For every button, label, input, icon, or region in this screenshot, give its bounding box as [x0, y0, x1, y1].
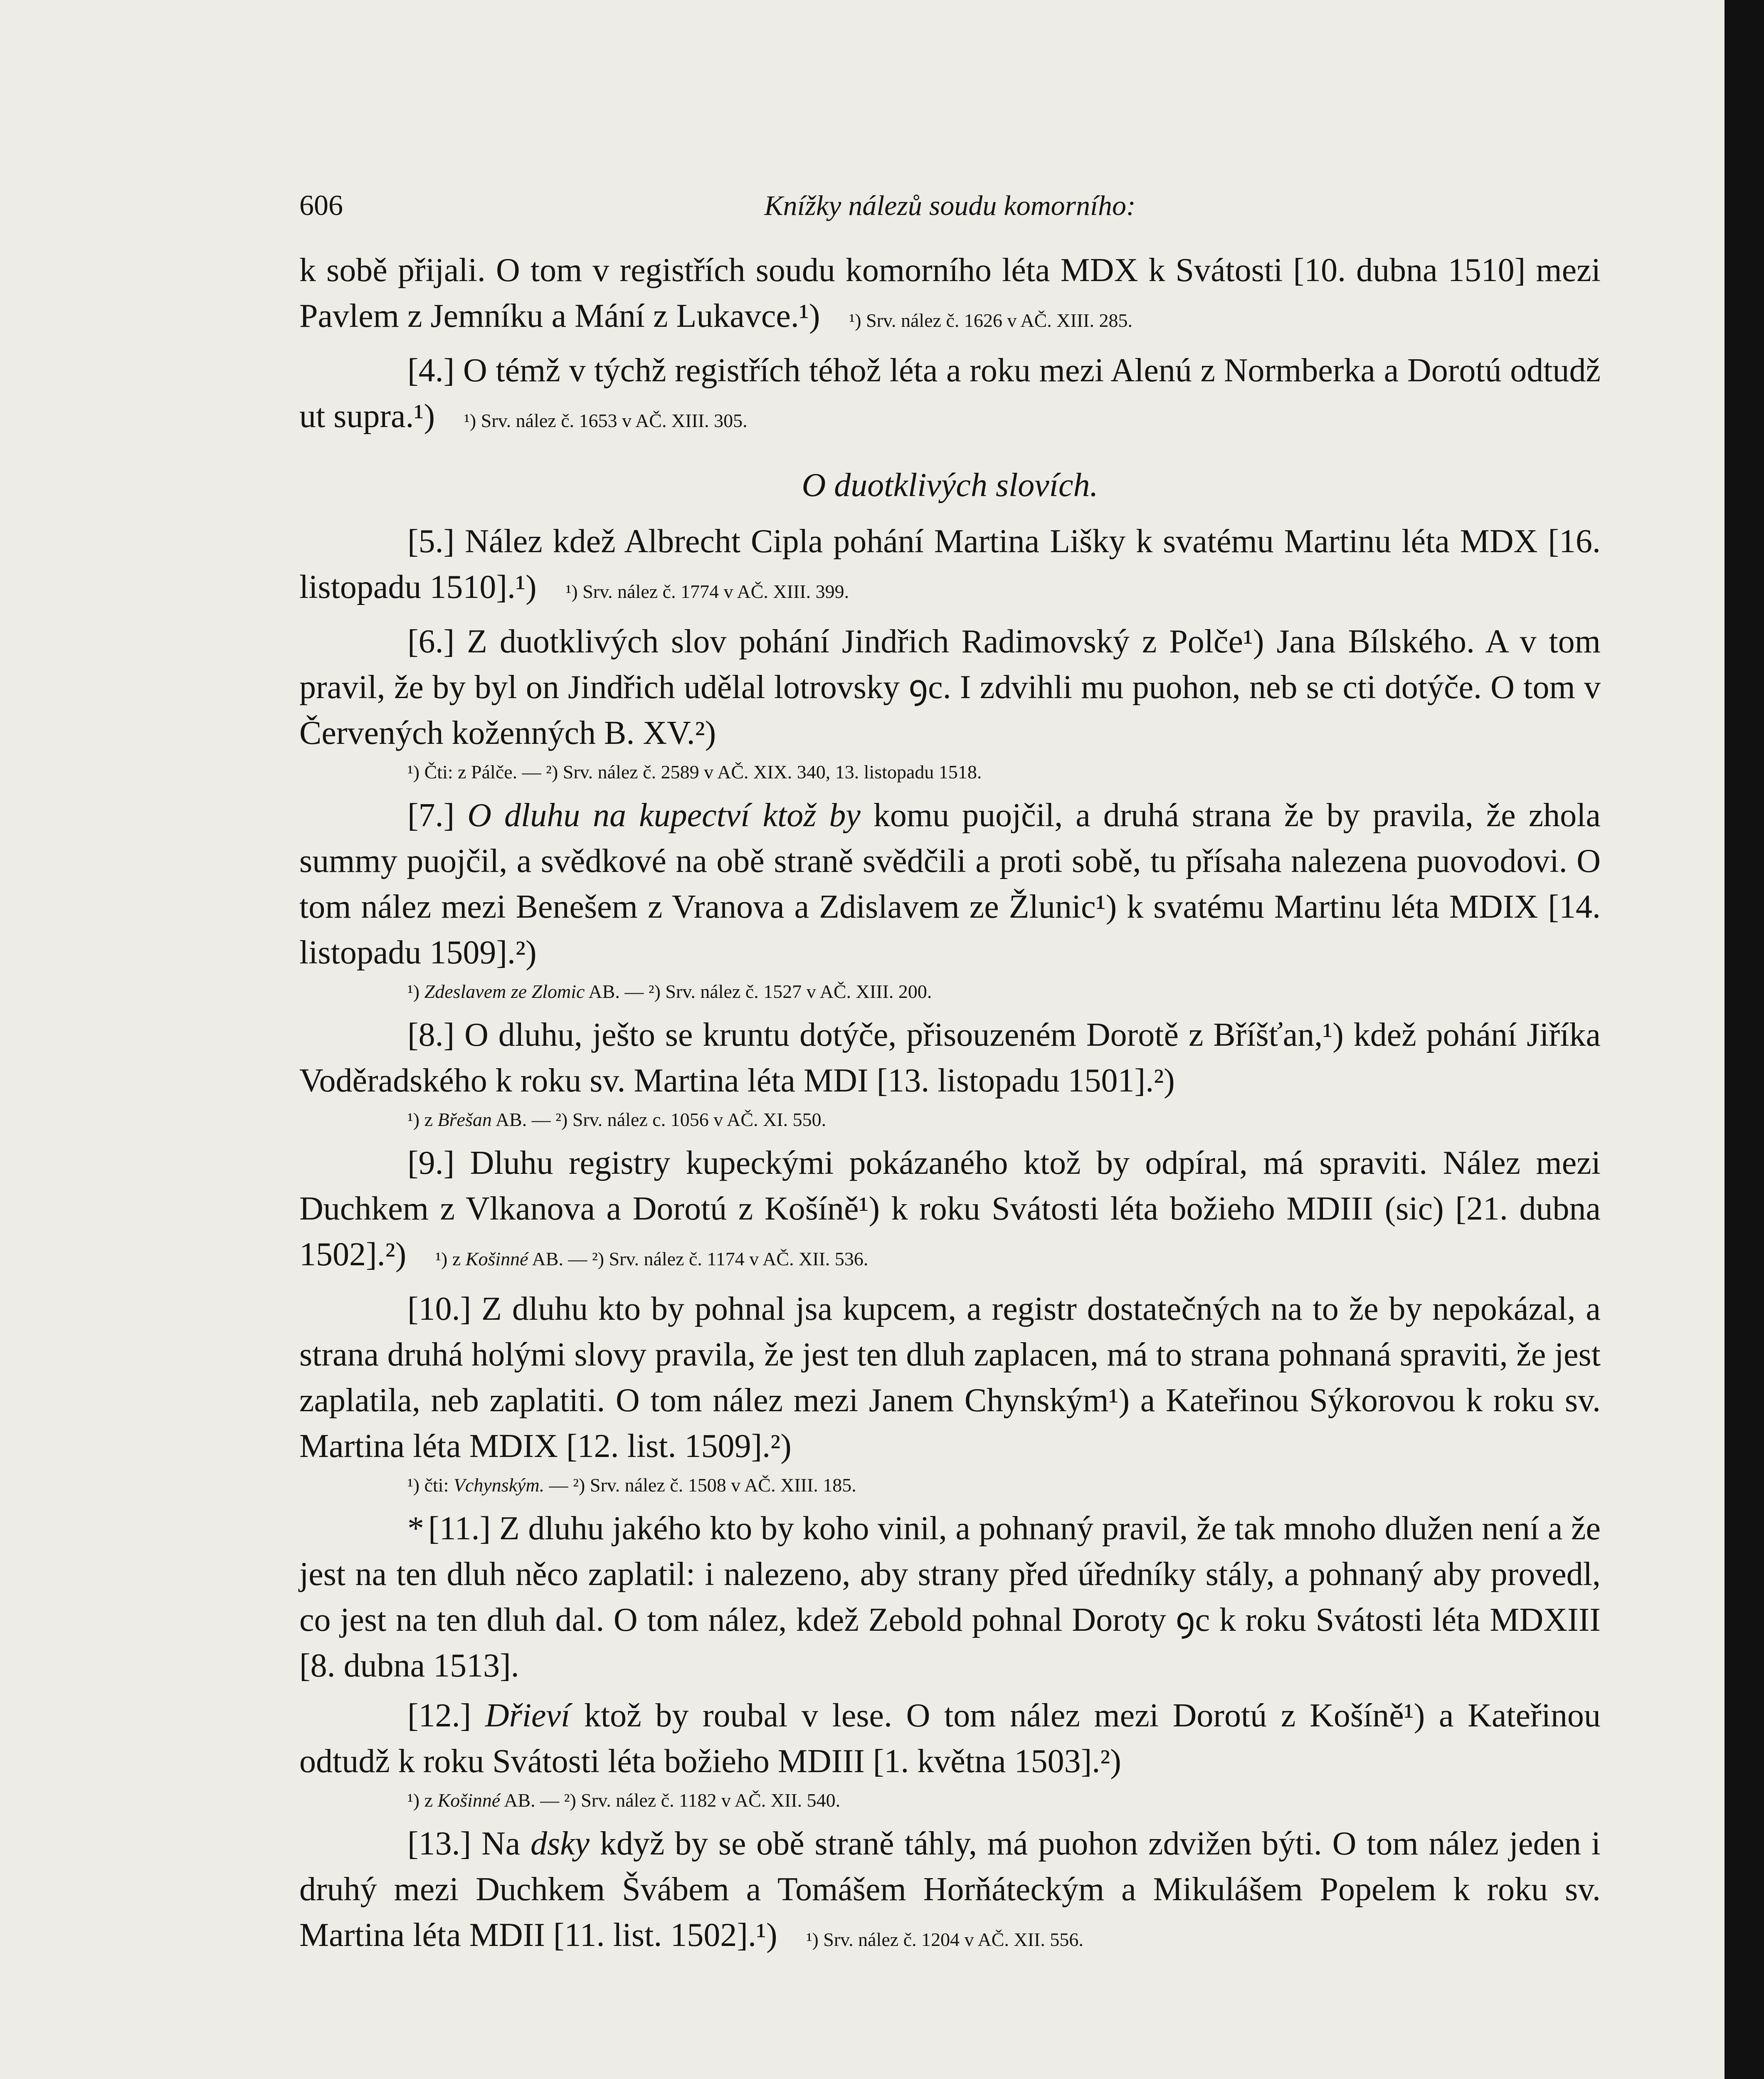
footnote-4: ¹) Srv. nález č. 1653 v AČ. XIII. 305.: [464, 410, 748, 431]
paragraph-13: [13.] Na dsky když by se obě straně táhly, má puohon zdvižen býti. O tom nález jeden i druhý mezi Duchkem Švábem a Tomášem Horňáteckým a Mikulášem Popelem k roku sv. Martina léta MDII [11. list. 1502].¹) ¹) Srv. nález č. 1204 v AČ. XII. 556.: [299, 1825, 1601, 1953]
footnote-10: ¹) čti: Vchynským. — ²) Srv. nález č. 1508 v AČ. XIII. 185.: [407, 1474, 856, 1496]
running-head: [299, 189, 1601, 239]
paragraph-8: [8.] O dluhu, ješto se kruntu dotýče, přisouzeném Dorotě z Bříšťan,¹) kdež pohání Jiříka Voděradského k roku sv. Martina léta MDI [13. listopadu 1501].²): [299, 1017, 1601, 1099]
footnote-5: ¹) Srv. nález č. 1774 v AČ. XIII. 399.: [565, 581, 849, 602]
paragraph-11: * [11.] Z dluhu jakého kto by koho vinil, a pohnaný pravil, že tak mnoho dlužen není a že jest na ten dluh něco zaplatil: i nalezeno, aby strany před úředníky stály, a pohnaný aby provedl, co jest na ten dluh dal. O tom nález, kdež Zebold pohnal Doroty ꝯc k roku Svátosti léta MDXIII [8. dubna 1513].: [299, 1510, 1601, 1684]
paragraph-9: [9.] Dluhu registry kupeckými pokázaného ktož by odpíral, má spraviti. Nález mezi Duchkem z Vlkanova a Dorotú z Košíně¹) k roku Svátosti léta božieho MDIII (sic) [21. dubna 1502].²) ¹) z Košinné AB. — ²) Srv. nález č. 1174 v AČ. XII. 536.: [299, 1145, 1601, 1273]
footnote-7: ¹) Zdeslavem ze Zlomic AB. — ²) Srv. nález č. 1527 v AČ. XIII. 200.: [407, 981, 932, 1002]
text-block: [299, 189, 1601, 1963]
paragraph-12: [12.] Dřieví ktož by roubal v lese. O tom nález mezi Dorotú z Košíně¹) a Kateřinou odtudž k roku Svátosti léta božieho MDIII [1. května 1503].²): [299, 1697, 1601, 1780]
asterisk-marker: *: [407, 1510, 424, 1547]
paragraph-intro: k sobě přijali. O tom v registřích soudu komorního léta MDX k Svátosti [10. dubna 1510] mezi Pavlem z Jemníku a Mání z Lukavce.¹) ¹) Srv. nález č. 1626 v AČ. XIII. 285.: [299, 252, 1601, 334]
section-heading: O duotklivých slovích.: [802, 467, 1098, 504]
footnote-6: ¹) Čti: z Pálče. — ²) Srv. nález č. 2589 v AČ. XIX. 340, 13. listopadu 1518.: [407, 761, 982, 783]
footnote-8: ¹) z Břešan AB. — ²) Srv. nález c. 1056 v AČ. XI. 550.: [407, 1109, 826, 1130]
footnote-9: ¹) z Košinné AB. — ²) Srv. nález č. 1174 v AČ. XII. 536.: [435, 1248, 868, 1269]
paragraph-4: [4.] O témž v týchž registřích téhož léta a roku mezi Alenú z Normberka a Dorotú odtudž ut supra.¹) ¹) Srv. nález č. 1653 v AČ. XIII. 305.: [299, 352, 1601, 435]
paragraph-10: [10.] Z dluhu kto by pohnal jsa kupcem, a registr dostatečných na to že by nepokázal, a strana druhá holými slovy pravila, že jest ten dluh zaplacen, má to strana pohnaná spraviti, že jest zaplatila, neb zaplatiti. O tom nález mezi Janem Chynským¹) a Kateřinou Sýkorovou k roku sv. Martina léta MDIX [12. list. 1509].²): [299, 1291, 1601, 1464]
footnote-13: ¹) Srv. nález č. 1204 v AČ. XII. 556.: [806, 1929, 1083, 1950]
scan-border-right: [1725, 0, 1764, 2079]
page-number: 606: [299, 190, 343, 222]
header-title: Knížky nálezů soudu komorního:: [764, 190, 1136, 221]
footnote-intro: ¹) Srv. nález č. 1626 v AČ. XIII. 285.: [849, 310, 1132, 331]
paragraph-6: [6.] Z duotklivých slov pohání Jindřich Radimovský z Polče¹) Jana Bílského. A v tom pravil, že by byl on Jindřich udělal lotrovsky ꝯc. I zdvihli mu puohon, neb se cti dotýče. O tom v Červených koženných B. XV.²): [299, 623, 1601, 751]
paragraph-7: [7.] O dluhu na kupectví ktož by komu puojčil, a druhá strana že by pravila, že zhola summy puojčil, a svědkové na obě straně svědčili a proti sobě, tu přísaha nalezena puovodovi. O tom nález mezi Benešem z Vranova a Zdislavem ze Žlunic¹) k svatému Martinu léta MDIX [14. listopadu 1509].²): [299, 797, 1601, 971]
footnote-12: ¹) z Košinné AB. — ²) Srv. nález č. 1182 v AČ. XII. 540.: [407, 1790, 841, 1811]
paragraph-5: [5.] Nález kdež Albrecht Cipla pohání Martina Lišky k svatému Martinu léta MDX [16. listopadu 1510].¹) ¹) Srv. nález č. 1774 v AČ. XIII. 399.: [299, 523, 1601, 605]
